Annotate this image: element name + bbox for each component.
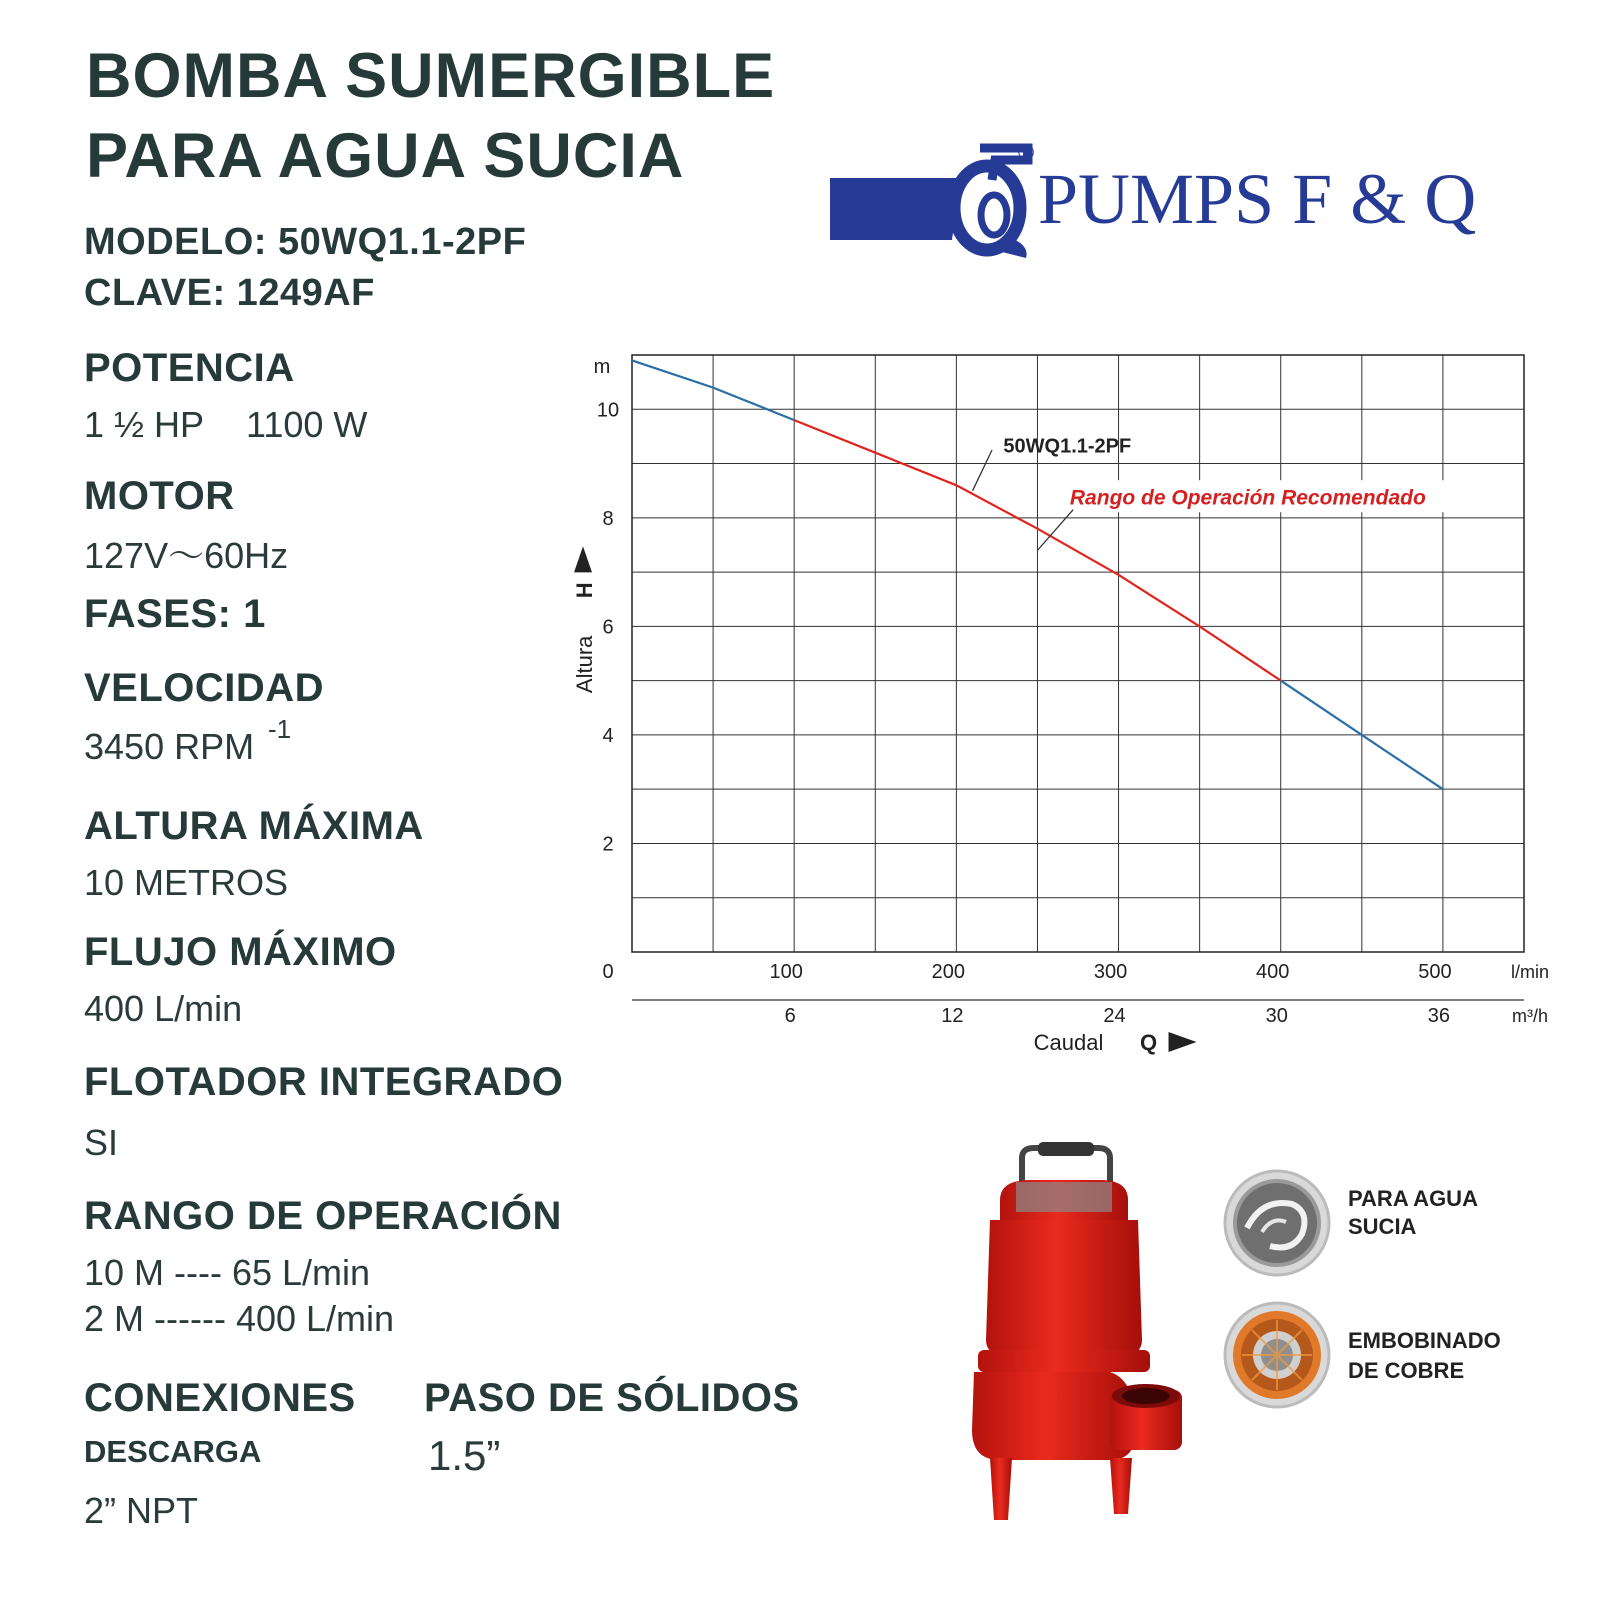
x-tick-label: 300: [1093, 961, 1128, 983]
x-axis-label: Caudal: [1033, 1030, 1104, 1055]
model-label: MODELO: 50WQ1.1-2PF: [84, 221, 527, 263]
recommended-range-annotation: Rango de Operación Recomendado: [1069, 486, 1426, 510]
max-height-value: 10 METROS: [84, 862, 289, 903]
y-tick-label: 2: [602, 833, 614, 856]
x2-tick-label: 6: [784, 1005, 796, 1027]
key-label: CLAVE: 1249AF: [84, 272, 375, 314]
x2-tick-label: 36: [1427, 1005, 1451, 1027]
motor-heading: MOTOR: [84, 474, 235, 518]
x2-tick-label: 12: [941, 1005, 964, 1027]
y-axis-symbol: H: [572, 582, 597, 599]
max-flow-heading: FLUJO MÁXIMO: [84, 930, 397, 974]
pump-curve-chart: [560, 340, 1550, 1070]
brand-name: PUMPS F & Q: [1038, 159, 1477, 239]
operating-range-line2: 2 M ------ 400 L/min: [84, 1298, 395, 1339]
x2-axis-unit: m³/h: [1512, 1006, 1548, 1026]
feature-copper-winding-line2: DE COBRE: [1348, 1358, 1465, 1383]
speed-heading: VELOCIDAD: [84, 666, 325, 710]
y-tick-label: 0: [602, 961, 614, 983]
x-tick-label: 400: [1256, 961, 1290, 983]
y-tick-label: 6: [602, 616, 614, 639]
discharge-label: DESCARGA: [84, 1434, 262, 1469]
axis-labels: [572, 356, 1549, 1055]
speed-exponent: -1: [268, 714, 292, 744]
power-heading: POTENCIA: [84, 346, 295, 390]
brand-logo: [830, 140, 1530, 260]
motor-value: 127V～60Hz: [84, 535, 289, 576]
x-axis-symbol: Q: [1139, 1030, 1158, 1055]
x-tick-label: 100: [769, 961, 803, 983]
max-height-heading: ALTURA MÁXIMA: [84, 804, 424, 848]
series-label-annotation: 50WQ1.1-2PF: [1003, 435, 1132, 458]
x-tick-label: 200: [931, 961, 966, 983]
water-swirl-icon: [1222, 1168, 1332, 1278]
float-value: SI: [84, 1122, 119, 1163]
float-heading: FLOTADOR INTEGRADO: [84, 1060, 564, 1104]
max-flow-value: 400 L/min: [84, 988, 243, 1029]
operating-range-heading: RANGO DE OPERACIÓN: [84, 1194, 562, 1238]
feature-copper-winding: [1222, 1300, 1562, 1420]
y-tick-label: 10: [596, 399, 620, 422]
copper-winding-icon: [1222, 1300, 1332, 1410]
page-title-line2: PARA AGUA SUCIA: [86, 121, 685, 191]
y-axis-arrow: [574, 546, 592, 572]
x2-tick-label: 24: [1103, 1005, 1126, 1027]
submersible-pump-icon: [960, 1140, 1200, 1530]
solids-heading: PASO DE SÓLIDOS: [424, 1376, 800, 1420]
series-label-leader: [973, 450, 992, 491]
y-axis-label: Altura: [572, 635, 597, 694]
feature-dirty-water-line2: SUCIA: [1348, 1214, 1417, 1239]
recommended-range-leader: [1037, 510, 1073, 551]
registered-mark: ®: [1018, 140, 1035, 165]
x2-tick-label: 30: [1265, 1005, 1288, 1027]
solids-value: 1.5”: [428, 1432, 501, 1479]
x-tick-label: 500: [1418, 961, 1452, 983]
power-hp: 1 ½ HP: [84, 404, 205, 445]
phases-heading: FASES: 1: [84, 592, 266, 636]
y-tick-label: 4: [602, 724, 614, 747]
page-title-line1: BOMBA SUMERGIBLE: [86, 41, 776, 111]
chart-annotations: [973, 436, 1480, 551]
y-tick-label: 8: [602, 507, 614, 530]
x-axis-arrow: [1169, 1032, 1197, 1052]
operating-range-line1: 10 M ---- 65 L/min: [84, 1252, 371, 1293]
x-axis-unit: l/min: [1510, 962, 1550, 982]
y-axis-label-group: [572, 546, 597, 693]
feature-copper-winding-line1: EMBOBINADO: [1348, 1328, 1501, 1353]
pump-product-image: [960, 1140, 1200, 1530]
connections-heading: CONEXIONES: [84, 1376, 356, 1420]
power-watts: 1100 W: [246, 404, 368, 445]
discharge-value: 2” NPT: [84, 1490, 199, 1531]
feature-dirty-water: [1222, 1168, 1562, 1288]
y-axis-unit: m: [593, 356, 611, 378]
speed-value: 3450 RPM: [84, 726, 255, 767]
feature-dirty-water-line1: PARA AGUA: [1348, 1186, 1478, 1211]
